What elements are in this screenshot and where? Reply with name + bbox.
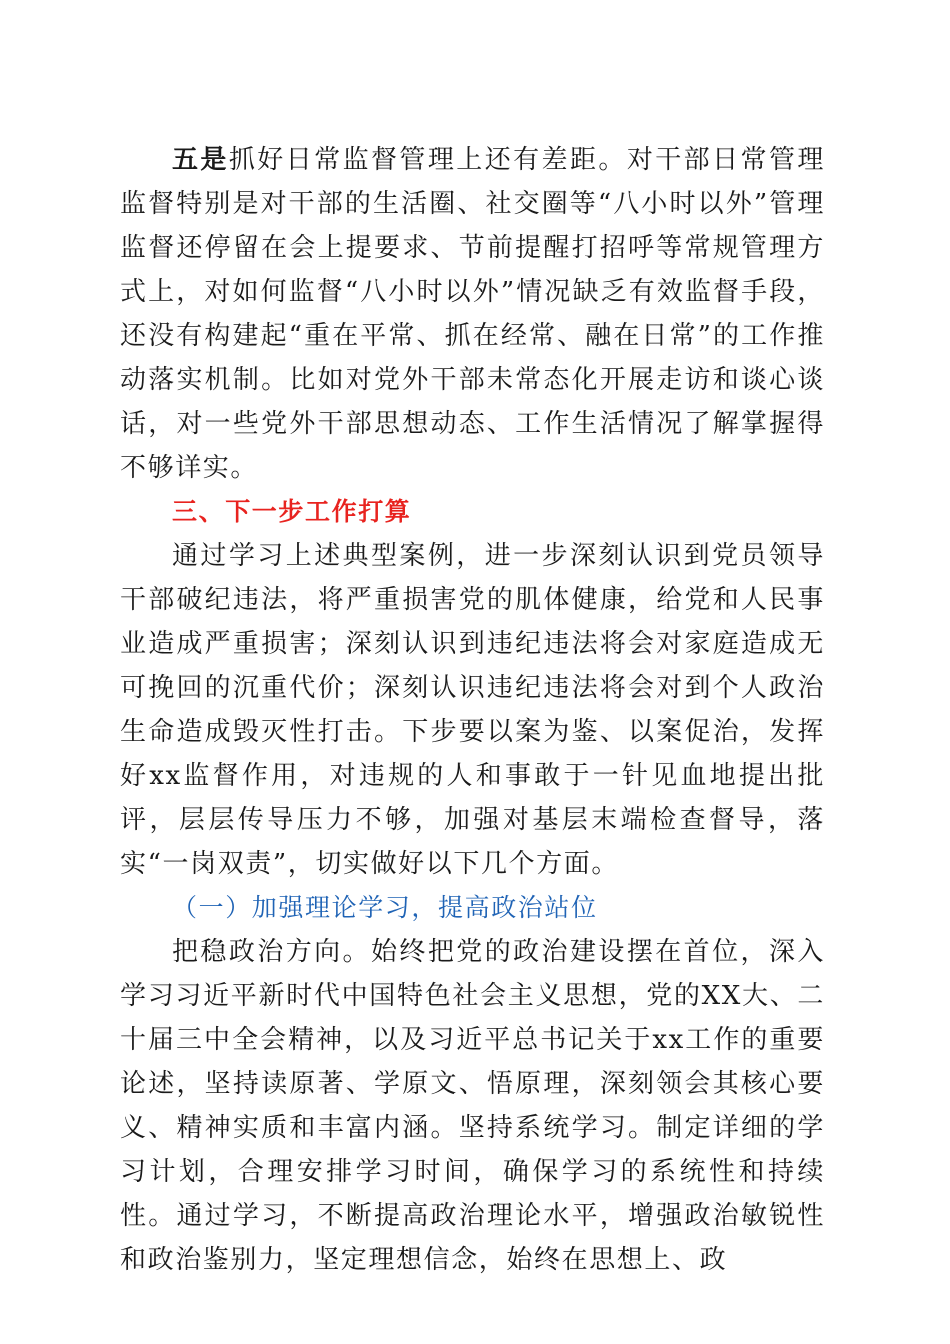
subsection-one-body: 把稳政治方向。始终把党的政治建设摆在首位，深入学习习近平新时代中国特色社会主义思想，党的XX大、二十届三中全会精神，以及习近平总书记关于xx工作的重要论述，坚持读原著、学原文、悟原理，深刻领会其核心要义、精神实质和丰富内涵。坚持系统学习。制定详细的学习计划，合理安排学习时间，确保学习的系统性和持续性。通过学习，不断提高政治理论水平，增强政治敏锐性和政治鉴别力，坚定理想信念，始终在思想上、政 (120, 937, 825, 1275)
section-three-body: 通过学习上述典型案例，进一步深刻认识到党员领导干部破纪违法，将严重损害党的肌体健康，给党和人民事业造成严重损害；深刻认识到违纪违法将会对家庭造成无可挽回的沉重代价；深刻认识违纪违法将会对到个人政治生命造成毁灭性打击。下步要以案为鉴、以案促治，发挥好xx监督作用，对违规的人和事敢于一针见血地提出批评，层层传导压力不够，加强对基层末端检查督导，落实“一岗双责”，切实做好以下几个方面。 (120, 541, 825, 879)
document-body (120, 138, 825, 1282)
paragraph-five-lead: 五是 (172, 145, 229, 175)
paragraph-five-body: 抓好日常监督管理上还有差距。对干部日常管理监督特别是对干部的生活圈、社交圈等“八小时以外”管理监督还停留在会上提要求、节前提醒打招呼等常规管理方式上，对如何监督“八小时以外”情况缺乏有效监督手段，还没有构建起“重在平常、抓在经常、融在日常”的工作推动落实机制。比如对党外干部未常态化开展走访和谈心谈话，对一些党外干部思想动态、工作生活情况了解掌握得不够详实。 (120, 145, 825, 483)
paragraph-five (120, 138, 825, 490)
section-three-heading: 三、下一步工作打算 (172, 497, 412, 526)
subsection-one-heading: （一）加强理论学习，提高政治站位 (172, 893, 598, 922)
